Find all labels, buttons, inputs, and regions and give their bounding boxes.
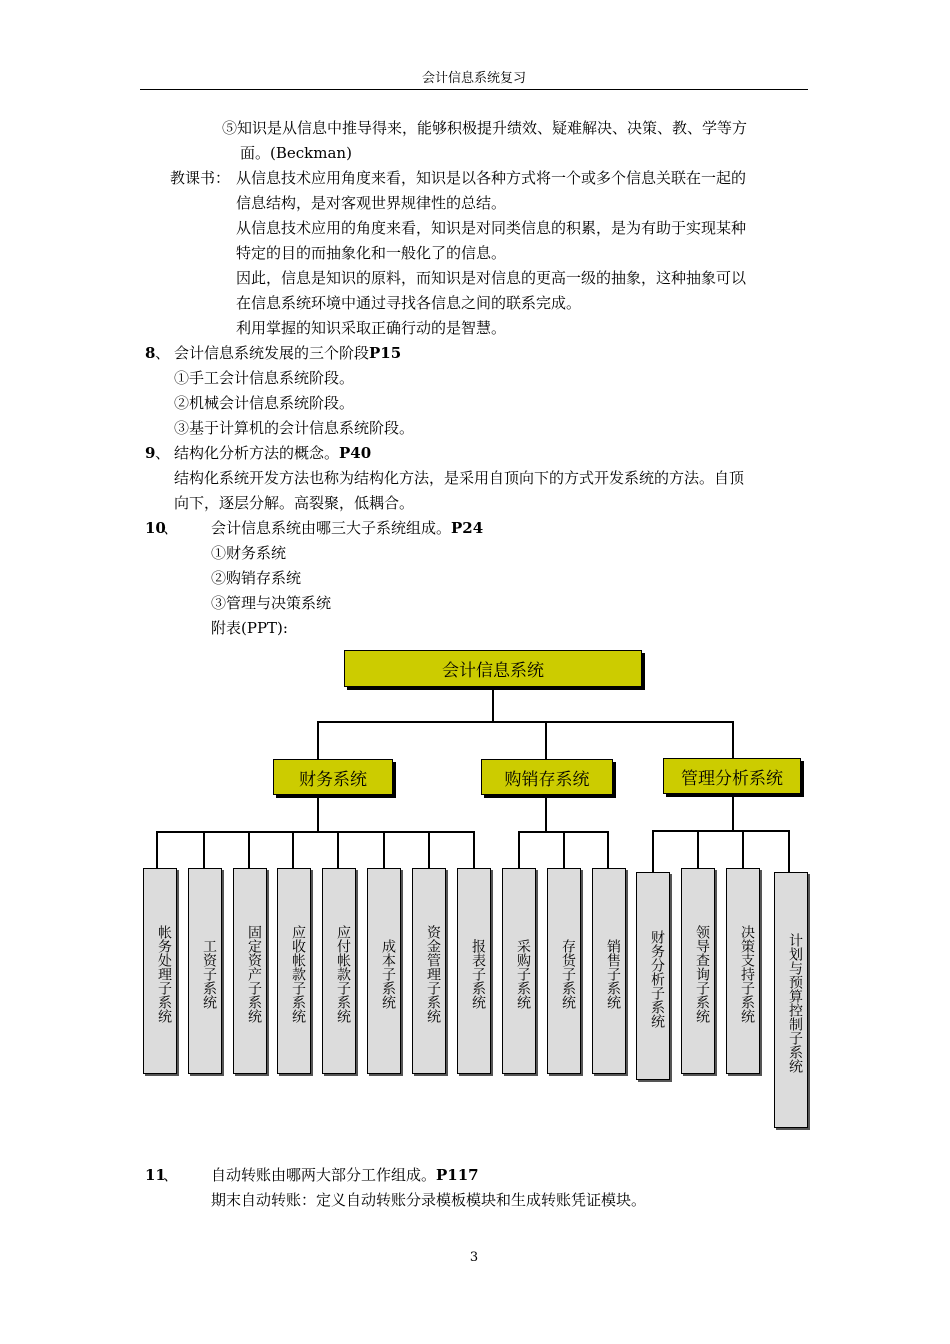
textbook-def2-line2: 特定的目的而抽象化和一般化了的信息。 [236,244,507,262]
drop [788,830,790,872]
management-connector [732,721,734,758]
q10-attachment-label: 附表(PPT): [211,619,288,637]
drop [563,831,565,868]
q9-answer-line1: 结构化系统开发方法也称为结构化方法，是采用自顶向下的方式开发系统的方法。自顶 [174,469,745,487]
subsystem-box: 应收帐款子系统 [277,868,311,1074]
q8-number: 8 [145,344,156,362]
q11-separator: 、 [163,1166,179,1184]
drop [473,831,475,868]
group-box-finance: 财务系统 [273,759,393,795]
q10-answer-1: ①财务系统 [211,544,287,562]
textbook-def1-line2: 信息结构，是对客观世界规律性的总结。 [236,194,507,212]
subsystem-box: 存货子系统 [547,868,581,1074]
subsystem-box: 决策支持子系统 [726,868,760,1074]
q9-answer-line2: 向下，逐层分解。高裂聚，低耦合。 [174,494,415,512]
drop [292,831,294,868]
subsystem-box: 销售子系统 [592,868,626,1074]
q8-answer-1: ①手工会计信息系统阶段。 [174,369,355,387]
q8-answer-3: ③基于计算机的会计信息系统阶段。 [174,419,415,437]
drop [607,831,609,868]
purchase-connector [545,721,547,759]
textbook-label: 教课书： [170,169,231,187]
q10-separator: 、 [163,519,179,537]
subsystem-box: 计划与预算控制子系统 [774,872,808,1128]
q8-page-ref: P15 [369,344,402,362]
q10-page-ref: P24 [451,519,484,537]
q10-question [211,518,483,538]
q8-question [174,343,401,363]
drop [697,830,699,868]
subsystem-box: 报表子系统 [457,868,491,1074]
finance-down [317,795,319,831]
root-connector [492,687,494,722]
subsystem-box: 采购子系统 [502,868,536,1074]
q10-answer-2: ②购销存系统 [211,569,302,587]
subsystem-box: 工资子系统 [188,868,222,1074]
q9-number: 9 [145,444,156,462]
q11-answer: 期末自动转账：定义自动转账分录模板模块和生成转账凭证模块。 [211,1191,647,1209]
q8-question-text: 会计信息系统发展的三个阶段 [174,344,370,362]
purchase-down [545,795,547,831]
drop [203,831,205,868]
textbook-def2-line1: 从信息技术应用的角度来看，知识是对同类信息的积累，是为有助于实现某种 [236,219,747,237]
root-box: 会计信息系统 [344,650,642,687]
drop [652,830,654,872]
q9-question [174,443,371,463]
subsystem-box: 固定资产子系统 [233,868,267,1074]
textbook-def3-line1: 因此，信息是知识的原料，而知识是对信息的更高一级的抽象，这种抽象可以 [236,269,747,287]
q10-answer-3: ③管理与决策系统 [211,594,332,612]
subsystem-box: 成本子系统 [367,868,401,1074]
management-bus [652,830,789,832]
finance-connector [317,721,319,759]
page-number: 3 [469,1250,479,1265]
q11-question [211,1165,479,1185]
page-header: 会计信息系统复习 [421,71,526,86]
q8-separator: 、 [155,344,171,362]
q8-answer-2: ②机械会计信息系统阶段。 [174,394,355,412]
group-box-management-analysis: 管理分析系统 [663,758,801,794]
drop [337,831,339,868]
textbook-def4: 利用掌握的知识采取正确行动的是智慧。 [236,319,507,337]
purchase-bus [518,831,608,833]
group-bus [317,721,733,723]
finance-bus [156,831,474,833]
subsystem-box: 应付帐款子系统 [322,868,356,1074]
q9-question-text: 结构化分析方法的概念。 [174,444,340,462]
subsystem-box: 帐务处理子系统 [143,868,177,1074]
subsystem-box: 领导查询子系统 [681,868,715,1074]
q11-page-ref: P117 [436,1166,479,1184]
knowledge-def-5-line1: ⑤知识是从信息中推导得来，能够积极提升绩效、疑难解决、决策、教、学等方 [222,119,748,137]
drop [428,831,430,868]
q10-question-text: 会计信息系统由哪三大子系统组成。 [211,519,452,537]
drop [742,830,744,868]
subsystem-box: 财务分析子系统 [636,872,670,1080]
q9-page-ref: P40 [339,444,372,462]
q11-number: 11 [145,1166,166,1184]
header-rule [140,89,808,90]
textbook-def1-line1: 从信息技术应用角度来看，知识是以各种方式将一个或多个信息关联在一起的 [236,169,747,187]
textbook-def3-line2: 在信息系统环境中通过寻找各信息之间的联系完成。 [236,294,582,312]
drop [383,831,385,868]
q9-separator: 、 [155,444,171,462]
group-box-purchase-sales-inventory: 购销存系统 [481,759,613,795]
q10-number: 10 [145,519,166,537]
subsystem-box: 资金管理子系统 [412,868,446,1074]
management-down [732,794,734,830]
q11-question-text: 自动转账由哪两大部分工作组成。 [211,1166,437,1184]
drop [518,831,520,868]
knowledge-def-5-line2: 面。(Beckman) [240,144,352,162]
drop [248,831,250,868]
drop [156,831,158,868]
